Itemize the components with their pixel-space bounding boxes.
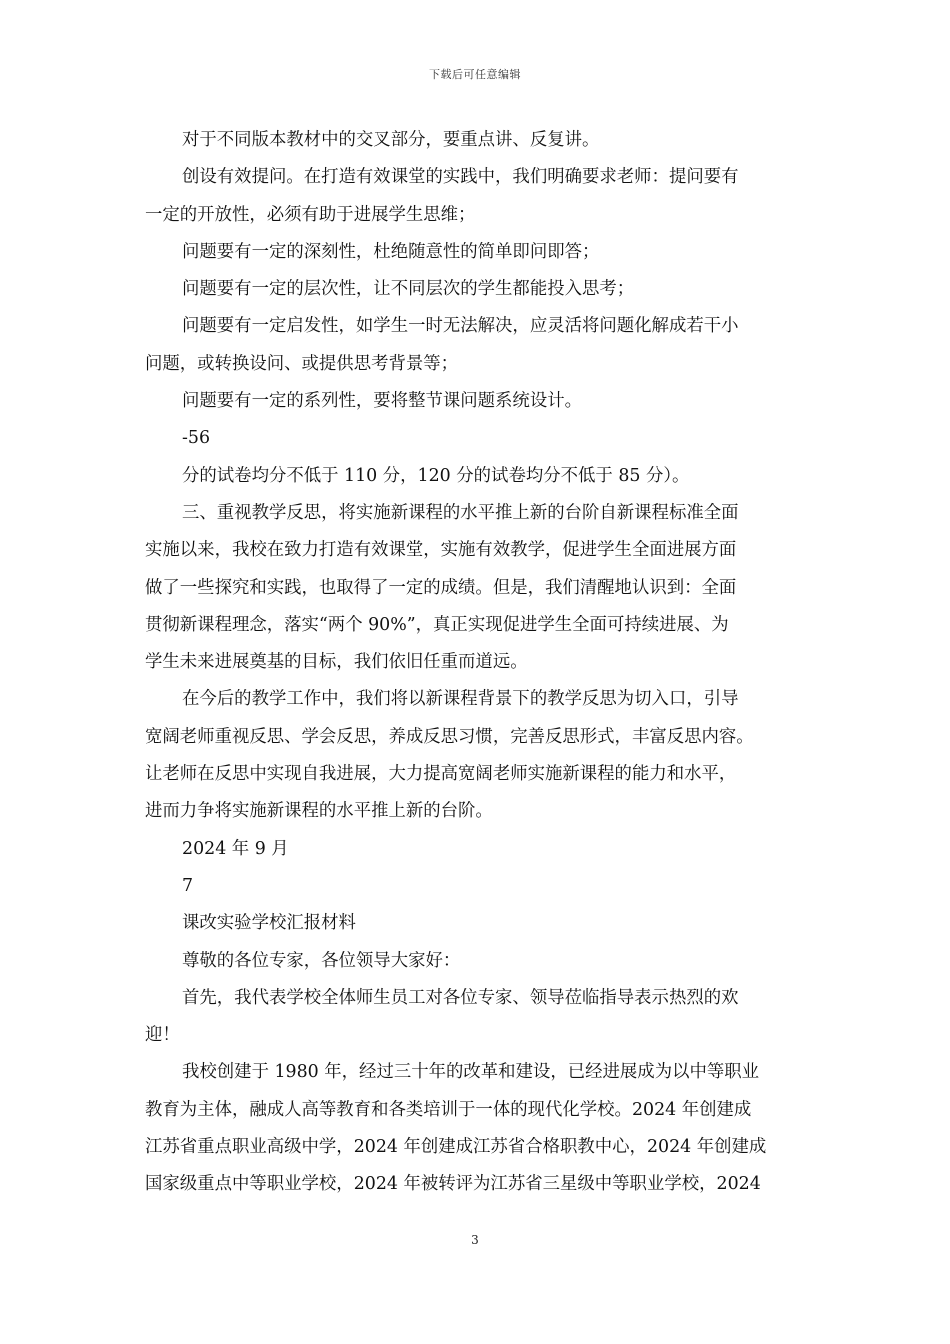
text-line: 问题要有一定的系列性，要将整节课问题系统设计。 [182,391,582,412]
text-line: 问题要有一定的深刻性，杜绝随意性的简单即问即答； [182,241,600,262]
page-number: 3 [471,1233,479,1247]
text-line: 教育为主体，融成人高等教育和各类培训于一体的现代化学校。2024 年创建成 [145,1099,752,1120]
text-line: 课改实验学校汇报材料 [182,913,356,934]
text-line: -56 [182,428,211,449]
text-line: 学生未来进展奠基的目标，我们依旧任重而道远。 [145,652,528,673]
text-line: 2024 年 9 月 [182,838,289,859]
text-line: 三、重视教学反思，将实施新课程的水平推上新的台阶自新课程标准全面 [182,502,739,523]
text-line: 尊敬的各位专家，各位领导大家好： [182,950,461,971]
text-line: 对于不同版本教材中的交叉部分，要重点讲、反复讲。 [182,130,600,150]
text-line: 实施以来，我校在致力打造有效课堂，实施有效教学，促进学生全面进展方面 [145,540,737,561]
text-line: 问题要有一定的层次性，让不同层次的学生都能投入思考； [182,279,635,300]
text-line: 做了一些探究和实践，也取得了一定的成绩。但是，我们清醒地认识到：全面 [145,577,737,598]
text-line: 问题，或转换设问、或提供思考背景等； [145,353,459,374]
text-line: 问题要有一定启发性，如学生一时无法解决，应灵活将问题化解成若干小 [182,316,739,337]
text-line: 分的试卷均分不低于 110 分，120 分的试卷均分不低于 85 分）。 [182,465,690,486]
text-line: 宽阔老师重视反思、学会反思，养成反思习惯，完善反思形式，丰富反思内容。 [145,726,754,747]
text-line: 在今后的教学工作中，我们将以新课程背景下的教学反思为切入口，引导 [182,689,739,710]
text-line: 创设有效提问。在打造有效课堂的实践中，我们明确要求老师：提问要有 [182,167,739,188]
text-line: 进而力争将实施新课程的水平推上新的台阶。 [145,801,493,822]
text-line: 迎！ [145,1025,180,1046]
text-line: 一定的开放性，必须有助于进展学生思维； [145,204,476,225]
text-line: 让老师在反思中实现自我进展，大力提高宽阔老师实施新课程的能力和水平， [145,764,737,785]
text-line: 江苏省重点职业高级中学，2024 年创建成江苏省合格职教中心，2024 年创建成 [145,1137,767,1158]
text-line: 国家级重点中等职业学校，2024 年被转评为江苏省三星级中等职业学校，2024 [145,1174,761,1195]
text-line: 我校创建于 1980 年，经过三十年的改革和建设，已经进展成为以中等职业 [182,1062,760,1083]
text-line: 贯彻新课程理念，落实“两个 90%”，真正实现促进学生全面可持续进展、为 [145,614,729,635]
text-line: 首先，我代表学校全体师生员工对各位专家、领导莅临指导表示热烈的欢 [182,987,739,1008]
page-header: 下载后可任意编辑 [429,68,521,81]
text-line: 7 [182,875,194,896]
document-body [145,122,810,1204]
